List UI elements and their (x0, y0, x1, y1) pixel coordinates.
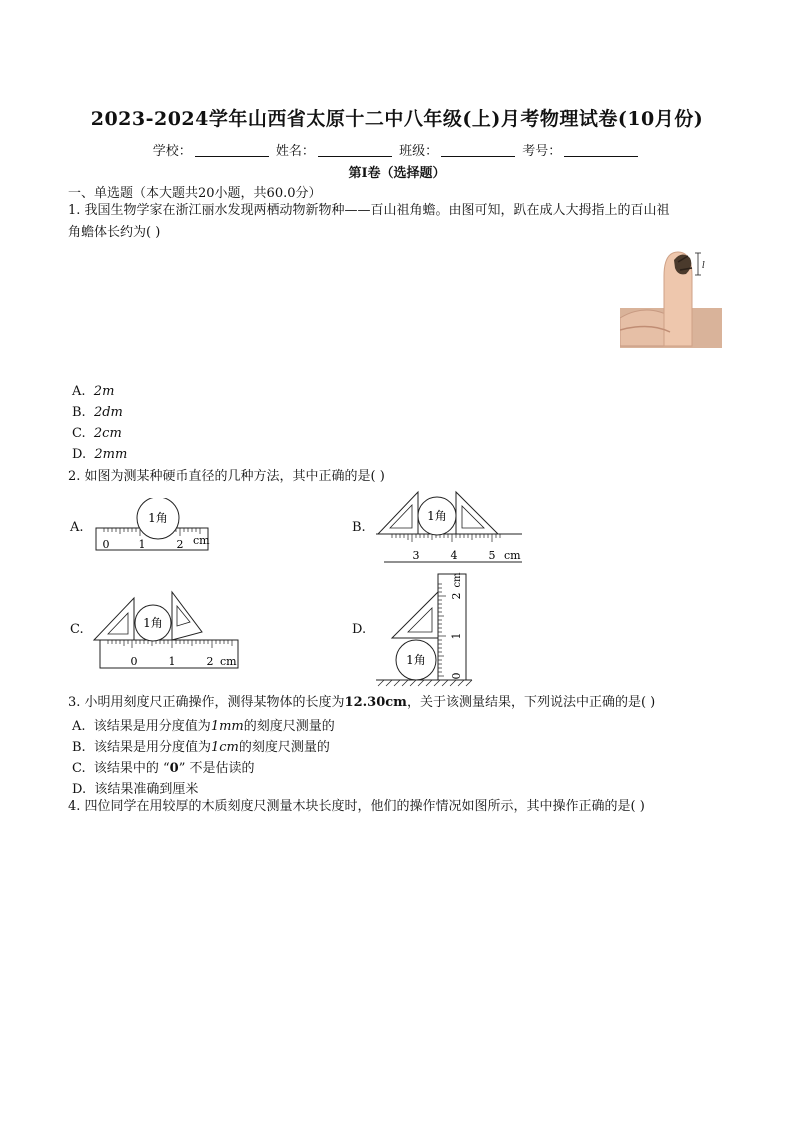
q1-option-d: D. 2mm (72, 447, 128, 462)
q1-option-a: A. 2m (72, 384, 115, 399)
school-label: 学校： (152, 144, 192, 159)
tick-label-c-2: 2 (206, 655, 214, 668)
coin-label-a: 1角 (148, 511, 168, 525)
question-4: 4. 四位同学在用较厚的木质刻度尺测量木块长度时，他们的操作情况如图所示，其中操作正确的是( ) (68, 799, 645, 814)
q2-figure-c (90, 588, 244, 674)
measure-value: 12.30cm (344, 695, 407, 710)
class-blank (441, 144, 515, 157)
q1-option-c: C. 2cm (72, 426, 122, 441)
q2-figure-d (372, 570, 482, 688)
part-title: 第I卷（选择题） (348, 166, 446, 181)
q2-figure-a (90, 498, 220, 556)
exam-no-blank (564, 144, 638, 157)
coin-label-c: 1角 (143, 616, 163, 630)
question-1-line-1: 1. 我国生物学家在浙江丽水发现两栖动物新物种——百山祖角蟾。由图可知，趴在成人大拇指上的百山祖 (68, 203, 670, 218)
unit-label-d: cm (452, 572, 463, 588)
tick-label-c-1: 1 (168, 655, 176, 668)
page-title: 2023-2024学年山西省太原十二中八年级(上)月考物理试卷(10月份) (90, 108, 704, 130)
tick-label-d-1: 1 (450, 632, 463, 640)
q3-option-d: D. 该结果准确到厘米 (72, 782, 199, 797)
name-blank (318, 144, 392, 157)
class-label: 班级： (399, 144, 439, 159)
q2-figure-a-letter: A. (70, 520, 84, 535)
q3-option-c: C. 该结果中的 “0” 不是估读的 (72, 761, 255, 776)
q2-figure-b (372, 488, 524, 566)
tick-label-a-1: 1 (138, 538, 146, 551)
tick-label-a-0: 0 (102, 538, 110, 551)
thumb-frog-photo (620, 246, 722, 348)
tick-label-a-2: 2 (176, 538, 184, 551)
section-heading: 一、单选题（本大题共20小题，共60.0分） (68, 186, 322, 201)
q1-option-b: B. 2dm (72, 405, 123, 420)
q3-option-a: A. 该结果是用分度值为1mm的刻度尺测量的 (72, 719, 335, 734)
length-label: l (702, 261, 705, 271)
tick-label-b-4: 4 (450, 549, 458, 562)
q3-option-b: B. 该结果是用分度值为1cm的刻度尺测量的 (72, 740, 330, 755)
student-info-line (0, 140, 794, 159)
exam-no-label: 考号： (522, 144, 562, 159)
unit-label-a: cm (193, 534, 210, 547)
tick-label-d-2: 2 (450, 592, 463, 600)
question-1-line-2: 角蟾体长约为( ) (68, 225, 161, 240)
tick-label-d-0: 0 (450, 672, 463, 680)
q2-figure-c-letter: C. (70, 622, 84, 637)
name-label: 姓名： (275, 144, 315, 159)
tick-label-c-0: 0 (130, 655, 138, 668)
coin-label-d: 1角 (406, 653, 426, 667)
school-blank (195, 144, 269, 157)
q2-figure-b-letter: B. (352, 520, 366, 535)
q2-figure-d-letter: D. (352, 622, 367, 637)
unit-label-c: cm (220, 655, 237, 668)
question-2: 2. 如图为测某种硬币直径的几种方法，其中正确的是( ) (68, 469, 385, 484)
coin-label-b: 1角 (427, 509, 447, 523)
unit-label-b: cm (504, 549, 521, 562)
question-3: 3. 小明用刻度尺正确操作，测得某物体的长度为12.30cm，关于该测量结果，下列说法中正确的是( ) (68, 695, 656, 710)
tick-label-b-5: 5 (488, 549, 496, 562)
tick-label-b-3: 3 (412, 549, 420, 562)
